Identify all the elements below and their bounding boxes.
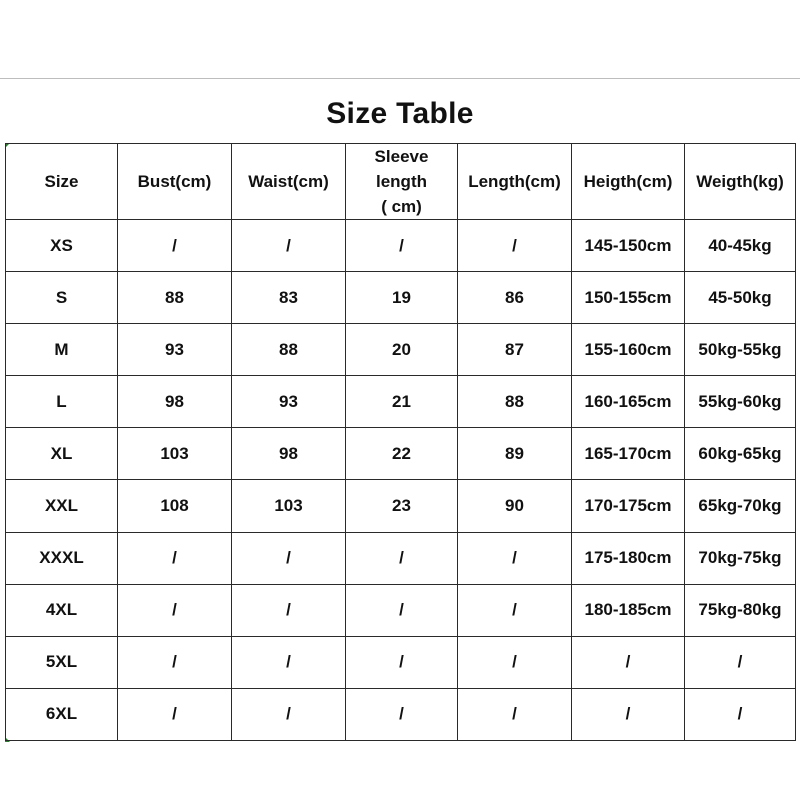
cell-length: 89 — [458, 428, 572, 480]
header-cell-weight — [685, 144, 796, 220]
cell-height: 175-180cm — [572, 532, 685, 584]
cell-length: / — [458, 532, 572, 584]
cell-height: 145-150cm — [572, 220, 685, 272]
cell-length: 90 — [458, 480, 572, 532]
table-row — [6, 428, 796, 480]
header-label: Weigth(kg) — [696, 172, 784, 191]
cell-waist: 88 — [232, 324, 346, 376]
cell-weight: / — [685, 688, 796, 740]
cell-weight: 60kg-65kg — [685, 428, 796, 480]
header-cell-sleeve-length — [346, 144, 458, 220]
table-row — [6, 584, 796, 636]
cell-weight: 50kg-55kg — [685, 324, 796, 376]
cell-size: XXXL — [6, 532, 118, 584]
cell-sleeve-length: / — [346, 688, 458, 740]
cell-bust: 103 — [118, 428, 232, 480]
size-table — [5, 143, 796, 741]
cell-length: 88 — [458, 376, 572, 428]
table-row — [6, 636, 796, 688]
cell-size: 4XL — [6, 584, 118, 636]
cell-weight: 45-50kg — [685, 272, 796, 324]
cell-sleeve-length: / — [346, 220, 458, 272]
header-label: Sleeve — [374, 147, 429, 166]
cell-weight: 75kg-80kg — [685, 584, 796, 636]
cell-size: S — [6, 272, 118, 324]
cell-length: / — [458, 584, 572, 636]
table-row — [6, 688, 796, 740]
cell-length: / — [458, 688, 572, 740]
cell-height: 180-185cm — [572, 584, 685, 636]
header-label: Heigth(cm) — [583, 172, 673, 191]
cell-size: 5XL — [6, 636, 118, 688]
cell-bust: 108 — [118, 480, 232, 532]
cell-sleeve-length: 23 — [346, 480, 458, 532]
header-cell-height — [572, 144, 685, 220]
cell-length: 87 — [458, 324, 572, 376]
cell-length: / — [458, 220, 572, 272]
cell-weight: 65kg-70kg — [685, 480, 796, 532]
cell-size: L — [6, 376, 118, 428]
cell-sleeve-length: / — [346, 532, 458, 584]
page-title: Size Table — [326, 97, 474, 130]
cell-weight: 40-45kg — [685, 220, 796, 272]
size-table-header — [6, 144, 796, 220]
cell-weight: 55kg-60kg — [685, 376, 796, 428]
cell-height: 170-175cm — [572, 480, 685, 532]
cell-length: / — [458, 636, 572, 688]
cell-bust: 88 — [118, 272, 232, 324]
cell-waist: / — [232, 532, 346, 584]
header-row — [6, 144, 796, 220]
cell-sleeve-length: 22 — [346, 428, 458, 480]
top-divider — [0, 78, 800, 79]
cell-weight: / — [685, 636, 796, 688]
cell-size: M — [6, 324, 118, 376]
cell-waist: / — [232, 688, 346, 740]
header-label: Bust(cm) — [137, 172, 212, 191]
table-row — [6, 480, 796, 532]
cell-weight: 70kg-75kg — [685, 532, 796, 584]
cell-height: 150-155cm — [572, 272, 685, 324]
cell-height: / — [572, 688, 685, 740]
cell-waist: 103 — [232, 480, 346, 532]
header-cell-waist — [232, 144, 346, 220]
size-table-body — [6, 220, 796, 741]
cell-waist: / — [232, 220, 346, 272]
cell-size: 6XL — [6, 688, 118, 740]
cell-height: 155-160cm — [572, 324, 685, 376]
cell-length: 86 — [458, 272, 572, 324]
cell-sleeve-length: 20 — [346, 324, 458, 376]
cell-size: XL — [6, 428, 118, 480]
header-cell-size — [6, 144, 118, 220]
cell-waist: / — [232, 584, 346, 636]
table-row — [6, 220, 796, 272]
header-cell-bust — [118, 144, 232, 220]
cell-waist: 83 — [232, 272, 346, 324]
cell-height: 165-170cm — [572, 428, 685, 480]
header-cell-length — [458, 144, 572, 220]
header-label: Length(cm) — [468, 172, 561, 191]
cell-bust: / — [118, 688, 232, 740]
table-row — [6, 272, 796, 324]
cell-waist: / — [232, 636, 346, 688]
cell-height: 160-165cm — [572, 376, 685, 428]
cell-bust: 93 — [118, 324, 232, 376]
header-label: ( cm) — [381, 197, 422, 216]
header-label: length — [376, 172, 427, 191]
cell-waist: 98 — [232, 428, 346, 480]
cell-sleeve-length: / — [346, 636, 458, 688]
header-label: Waist(cm) — [248, 172, 329, 191]
cell-bust: / — [118, 532, 232, 584]
cell-bust: 98 — [118, 376, 232, 428]
cell-size: XXL — [6, 480, 118, 532]
cell-bust: / — [118, 220, 232, 272]
table-row — [6, 376, 796, 428]
cell-bust: / — [118, 636, 232, 688]
table-row — [6, 532, 796, 584]
cell-sleeve-length: 21 — [346, 376, 458, 428]
cell-height: / — [572, 636, 685, 688]
cell-waist: 93 — [232, 376, 346, 428]
cell-bust: / — [118, 584, 232, 636]
cell-size: XS — [6, 220, 118, 272]
cell-sleeve-length: / — [346, 584, 458, 636]
header-label: Size — [44, 172, 79, 191]
cell-sleeve-length: 19 — [346, 272, 458, 324]
table-row — [6, 324, 796, 376]
